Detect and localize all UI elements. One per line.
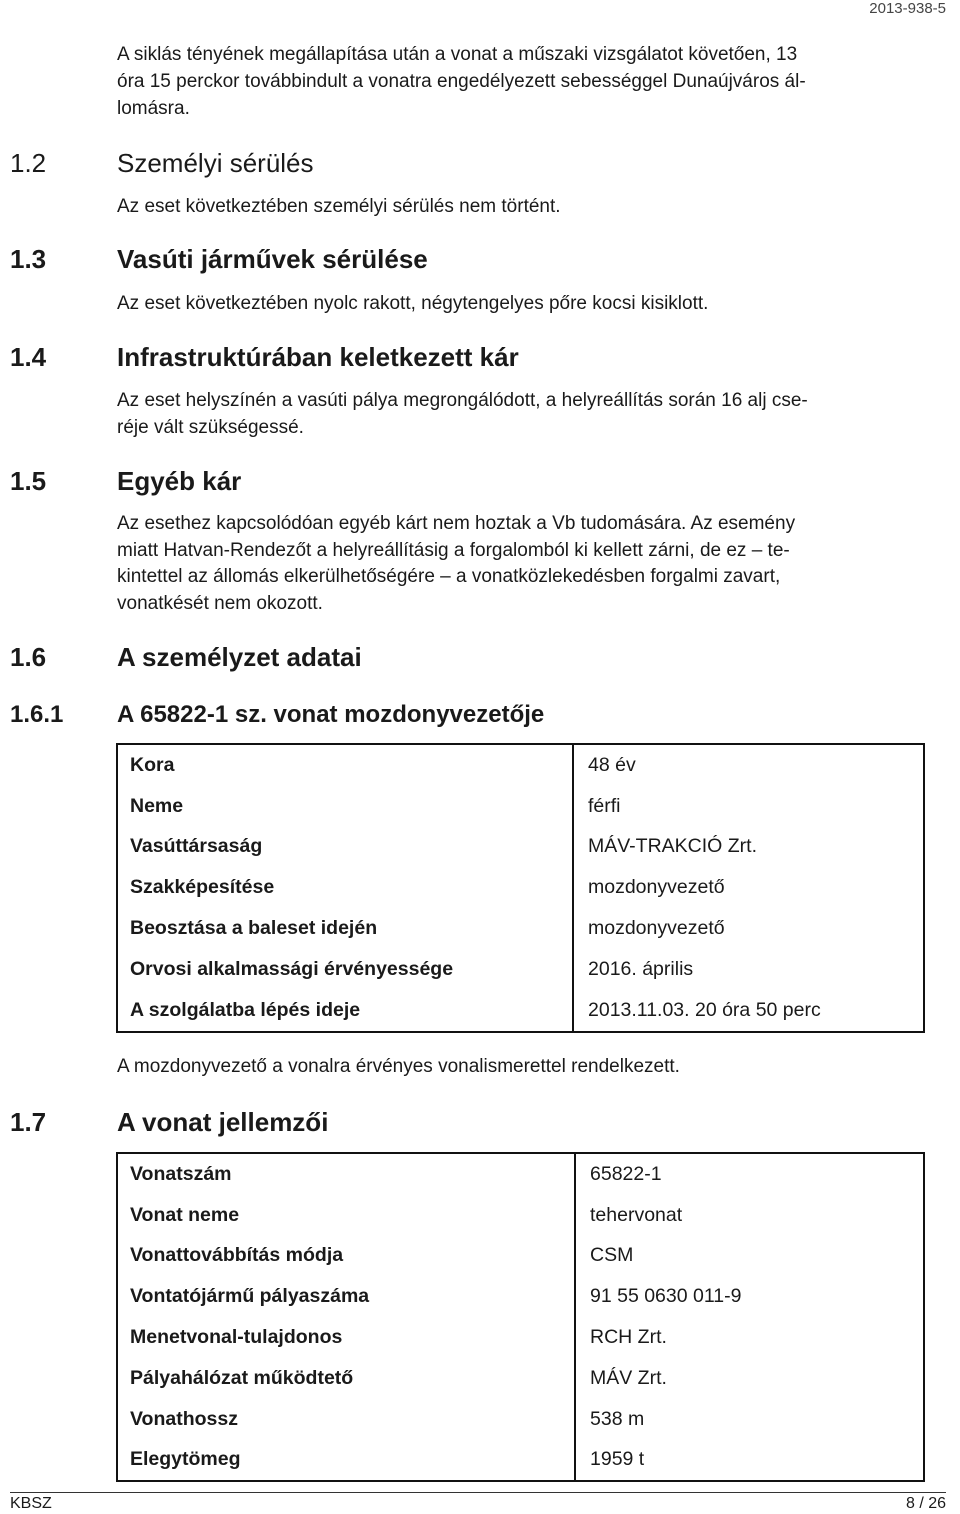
table-key: Vontatójármű pályaszáma xyxy=(117,1276,575,1317)
section-1-5-line-4: vonatkését nem okozott. xyxy=(117,593,323,614)
table-row xyxy=(117,1399,924,1440)
section-1-2-text: Az eset következtében személyi sérülés nem történt. xyxy=(117,196,561,217)
page-number: 8 / 26 xyxy=(905,1495,946,1512)
table-key: Orvosi alkalmassági érvényessége xyxy=(117,949,573,990)
table-key: Menetvonal-tulajdonos xyxy=(117,1317,575,1358)
table-row xyxy=(117,908,924,949)
table-row xyxy=(117,990,924,1032)
table-value: 91 55 0630 011-9 xyxy=(590,1285,742,1308)
driver-data-table xyxy=(116,743,925,1033)
section-1-7-title: A vonat jellemzői xyxy=(117,1107,329,1137)
section-1-4-title: Infrastruktúrában keletkezett kár xyxy=(117,342,519,372)
table-key: A szolgálatba lépés ideje xyxy=(117,990,573,1032)
table-key: Vonathossz xyxy=(117,1399,575,1440)
section-1-6-number: 1.6 xyxy=(10,642,47,672)
table-key: Vonat neme xyxy=(117,1195,575,1236)
intro-line-1: A siklás tényének megállapítása után a vonat a műszaki vizsgálatot követően, 13 xyxy=(117,44,798,65)
section-1-6-title: A személyzet adatai xyxy=(117,642,362,672)
footer-divider xyxy=(10,1492,946,1493)
section-1-3-text: Az eset következtében nyolc rakott, négytengelyes pőre kocsi kisiklott. xyxy=(117,293,709,314)
section-1-5-number: 1.5 xyxy=(10,466,47,496)
intro-line-3: lomásra. xyxy=(117,98,190,119)
table-value: 538 m xyxy=(590,1407,645,1430)
table-value: MÁV Zrt. xyxy=(590,1366,667,1389)
intro-line-2: óra 15 perckor továbbindult a vonatra engedélyezett sebességgel Dunaújváros ál- xyxy=(117,71,806,92)
section-1-2-number: 1.2 xyxy=(10,148,47,178)
train-data-table xyxy=(116,1152,925,1482)
table-row xyxy=(117,1440,924,1482)
table-row xyxy=(117,1358,924,1399)
table-key: Pályahálózat működtető xyxy=(117,1358,575,1399)
table-row xyxy=(117,1317,924,1358)
table-row xyxy=(117,1195,924,1236)
table-value: 2016. április xyxy=(588,957,694,980)
table-value: 1959 t xyxy=(590,1448,645,1471)
table-value: férfi xyxy=(588,794,621,817)
section-1-3-number: 1.3 xyxy=(10,244,47,274)
table-value: mozdonyvezető xyxy=(588,876,725,899)
table-key: Neme xyxy=(117,786,573,827)
table-key: Elegytömeg xyxy=(117,1440,575,1482)
section-1-6-1-title: A 65822-1 sz. vonat mozdonyvezetője xyxy=(117,701,545,728)
section-1-5-title: Egyéb kár xyxy=(117,466,242,496)
table-key: Kora xyxy=(117,744,573,786)
table-value: mozdonyvezető xyxy=(588,917,725,940)
table-row xyxy=(117,867,924,908)
section-1-5-line-3: kintettel az állomás elkerülhetőségére – a vonatközlekedésben forgalmi zavart, xyxy=(117,566,781,587)
section-1-5-line-1: Az esethez kapcsolódóan egyéb kárt nem hoztak a Vb tudomására. Az esemény xyxy=(117,513,796,534)
table-row xyxy=(117,1153,924,1195)
section-1-5-line-2: miatt Hatvan-Rendezőt a helyreállításig a forgalomból ki kellett zárni, de ez – te- xyxy=(117,540,790,561)
table-value: 48 év xyxy=(588,753,636,776)
section-1-7-number: 1.7 xyxy=(10,1107,47,1137)
section-1-4-line-1: Az eset helyszínén a vasúti pálya megrongálódott, a helyreállítás során 16 alj cse- xyxy=(117,390,808,411)
table-key: Beosztása a baleset idején xyxy=(117,908,573,949)
section-1-2-title: Személyi sérülés xyxy=(117,148,314,178)
driver-note: A mozdonyvezető a vonalra érvényes vonalismerettel rendelkezett. xyxy=(117,1056,680,1077)
table-row xyxy=(117,827,924,868)
table-value: 2013.11.03. 20 óra 50 perc xyxy=(588,998,821,1021)
document-id: 2013-938-5 xyxy=(869,0,946,17)
table-value: 65822-1 xyxy=(590,1162,662,1185)
footer-organization: KBSZ xyxy=(10,1495,52,1512)
table-value: RCH Zrt. xyxy=(590,1326,667,1349)
table-row xyxy=(117,1276,924,1317)
section-1-3-title: Vasúti járművek sérülése xyxy=(117,244,428,274)
table-value: CSM xyxy=(590,1244,634,1267)
table-value: MÁV-TRAKCIÓ Zrt. xyxy=(588,835,758,858)
section-1-6-1-number: 1.6.1 xyxy=(10,701,64,728)
table-key: Vonatszám xyxy=(117,1153,575,1195)
table-key: Vasúttársaság xyxy=(117,827,573,868)
table-row xyxy=(117,1236,924,1277)
section-1-4-number: 1.4 xyxy=(10,342,47,372)
table-row xyxy=(117,744,924,786)
section-1-4-line-2: réje vált szükségessé. xyxy=(117,417,304,438)
table-row xyxy=(117,949,924,990)
table-row xyxy=(117,786,924,827)
table-key: Szakképesítése xyxy=(117,867,573,908)
table-value: tehervonat xyxy=(590,1203,683,1226)
table-key: Vonattovábbítás módja xyxy=(117,1236,575,1277)
